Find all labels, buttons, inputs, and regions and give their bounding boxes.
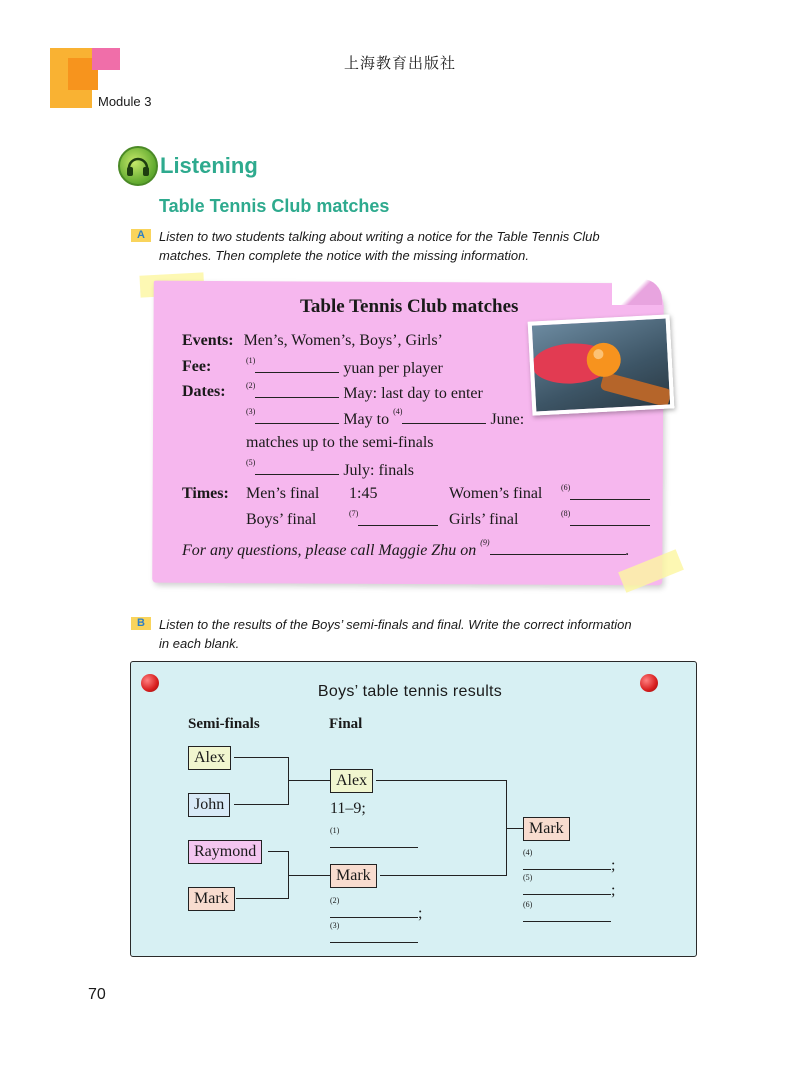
fee-text: yuan per player [343, 360, 443, 377]
date-blank[interactable] [255, 409, 339, 424]
phone-blank[interactable] [490, 540, 626, 555]
semi-finals-label: Semi-finals [188, 716, 260, 732]
page-curl-decoration [612, 279, 662, 305]
result-row [330, 896, 422, 923]
semicolon: ; [418, 905, 423, 922]
mens-final-time: 1:45 [349, 485, 378, 502]
boys-final-row [349, 511, 438, 531]
instruction-line: matches. Then complete the notice with the missing information. [159, 248, 529, 263]
blank-number: (6) [561, 483, 571, 492]
section-heading: Listening [160, 153, 258, 178]
bracket-line [506, 828, 523, 829]
final-player: Mark [330, 864, 377, 888]
blank-number: (5) [523, 873, 533, 882]
semi-player: Mark [188, 887, 235, 911]
semicolon: ; [611, 857, 616, 874]
date-text: May to [343, 411, 390, 428]
blank-number: (9) [480, 538, 490, 547]
times-label: Times: [182, 485, 229, 502]
table-tennis-photo [528, 314, 675, 415]
boys-final-label: Boys’ final [246, 511, 317, 528]
date-row-1 [246, 383, 483, 403]
date-text: May: last day to enter [343, 385, 483, 402]
events-value: Men’s, Women’s, Boys’, Girls’ [243, 332, 443, 349]
part-b-tag: B [131, 617, 151, 630]
time-blank[interactable] [570, 485, 650, 500]
bracket-line [236, 898, 288, 899]
result-blank[interactable] [523, 917, 611, 922]
blank-number: (2) [330, 896, 340, 905]
bracket-line [268, 851, 288, 852]
footer-text: For any questions, please call Maggie Zhu on [182, 542, 477, 559]
blank-number: (3) [330, 921, 340, 930]
fee-row [246, 358, 443, 378]
instruction-line: Listen to two students talking about writing a notice for the Table Tennis Club [159, 229, 600, 244]
result-blank[interactable] [523, 865, 611, 870]
events-row [182, 332, 443, 350]
date-text: June: [490, 411, 525, 428]
result-blank[interactable] [330, 938, 418, 943]
final-player: Alex [330, 769, 373, 793]
bracket-line [288, 757, 289, 805]
result-row [523, 848, 615, 875]
part-a-instruction [159, 227, 600, 265]
semi-player: Alex [188, 746, 231, 770]
semi-player: Raymond [188, 840, 262, 864]
result-row [523, 900, 611, 927]
bracket-line [288, 780, 330, 781]
date-blank[interactable] [255, 383, 339, 398]
womens-final-row [561, 485, 650, 505]
winner-player: Mark [523, 817, 570, 841]
result-row [523, 873, 615, 900]
blank-number: (6) [523, 900, 533, 909]
result-blank[interactable] [523, 890, 611, 895]
notice-title: Table Tennis Club matches [300, 296, 519, 317]
dates-label: Dates: [182, 383, 226, 400]
blank-number: (5) [246, 458, 256, 467]
time-blank[interactable] [358, 511, 438, 526]
mens-final-label: Men’s final [246, 485, 320, 502]
result-row [330, 826, 418, 853]
date-blank[interactable] [255, 460, 339, 475]
date-row-3: matches up to the semi-finals [246, 434, 434, 451]
date-row-2 [246, 409, 524, 429]
blank-number: (2) [246, 381, 256, 390]
board-title: Boys’ table tennis results [317, 683, 503, 700]
bracket-line [234, 757, 288, 758]
blank-number: (1) [246, 356, 256, 365]
result-blank[interactable] [330, 913, 418, 918]
events-label: Events: [182, 332, 234, 349]
semicolon: ; [611, 882, 616, 899]
instruction-line: in each blank. [159, 636, 240, 651]
womens-final-label: Women’s final [449, 485, 543, 502]
blank-number: (3) [246, 407, 256, 416]
publisher-name: 上海教育出版社 [343, 54, 456, 72]
date-text: July: finals [343, 462, 414, 479]
bracket-line [380, 875, 506, 876]
girls-final-label: Girls’ final [449, 511, 519, 528]
module-label: Module 3 [98, 94, 152, 109]
fee-label: Fee: [182, 358, 212, 375]
blank-number: (4) [523, 848, 533, 857]
part-b-instruction [159, 615, 632, 653]
score-text: 11–9; [330, 800, 366, 817]
result-row [330, 921, 418, 948]
instruction-line: Listen to the results of the Boys’ semi-finals and final. Write the correct information [159, 617, 632, 632]
footer-period: . [625, 542, 630, 559]
fee-blank[interactable] [255, 358, 339, 373]
bracket-line [234, 804, 288, 805]
final-label: Final [329, 716, 363, 732]
result-blank[interactable] [330, 843, 418, 848]
girls-final-row [561, 511, 650, 531]
blank-number: (4) [393, 407, 403, 416]
page-number: 70 [88, 986, 106, 1003]
headphones-icon [118, 146, 158, 186]
date-row-4 [246, 460, 414, 480]
bracket-line [376, 780, 506, 781]
date-blank[interactable] [402, 409, 486, 424]
section-subtitle: Table Tennis Club matches [159, 196, 390, 216]
blank-number: (7) [349, 509, 359, 518]
bracket-line [288, 875, 330, 876]
semi-player: John [188, 793, 230, 817]
blank-number: (8) [561, 509, 571, 518]
part-a-tag: A [131, 229, 151, 242]
time-blank[interactable] [570, 511, 650, 526]
blank-number: (1) [330, 826, 340, 835]
notice-footer [182, 540, 630, 560]
